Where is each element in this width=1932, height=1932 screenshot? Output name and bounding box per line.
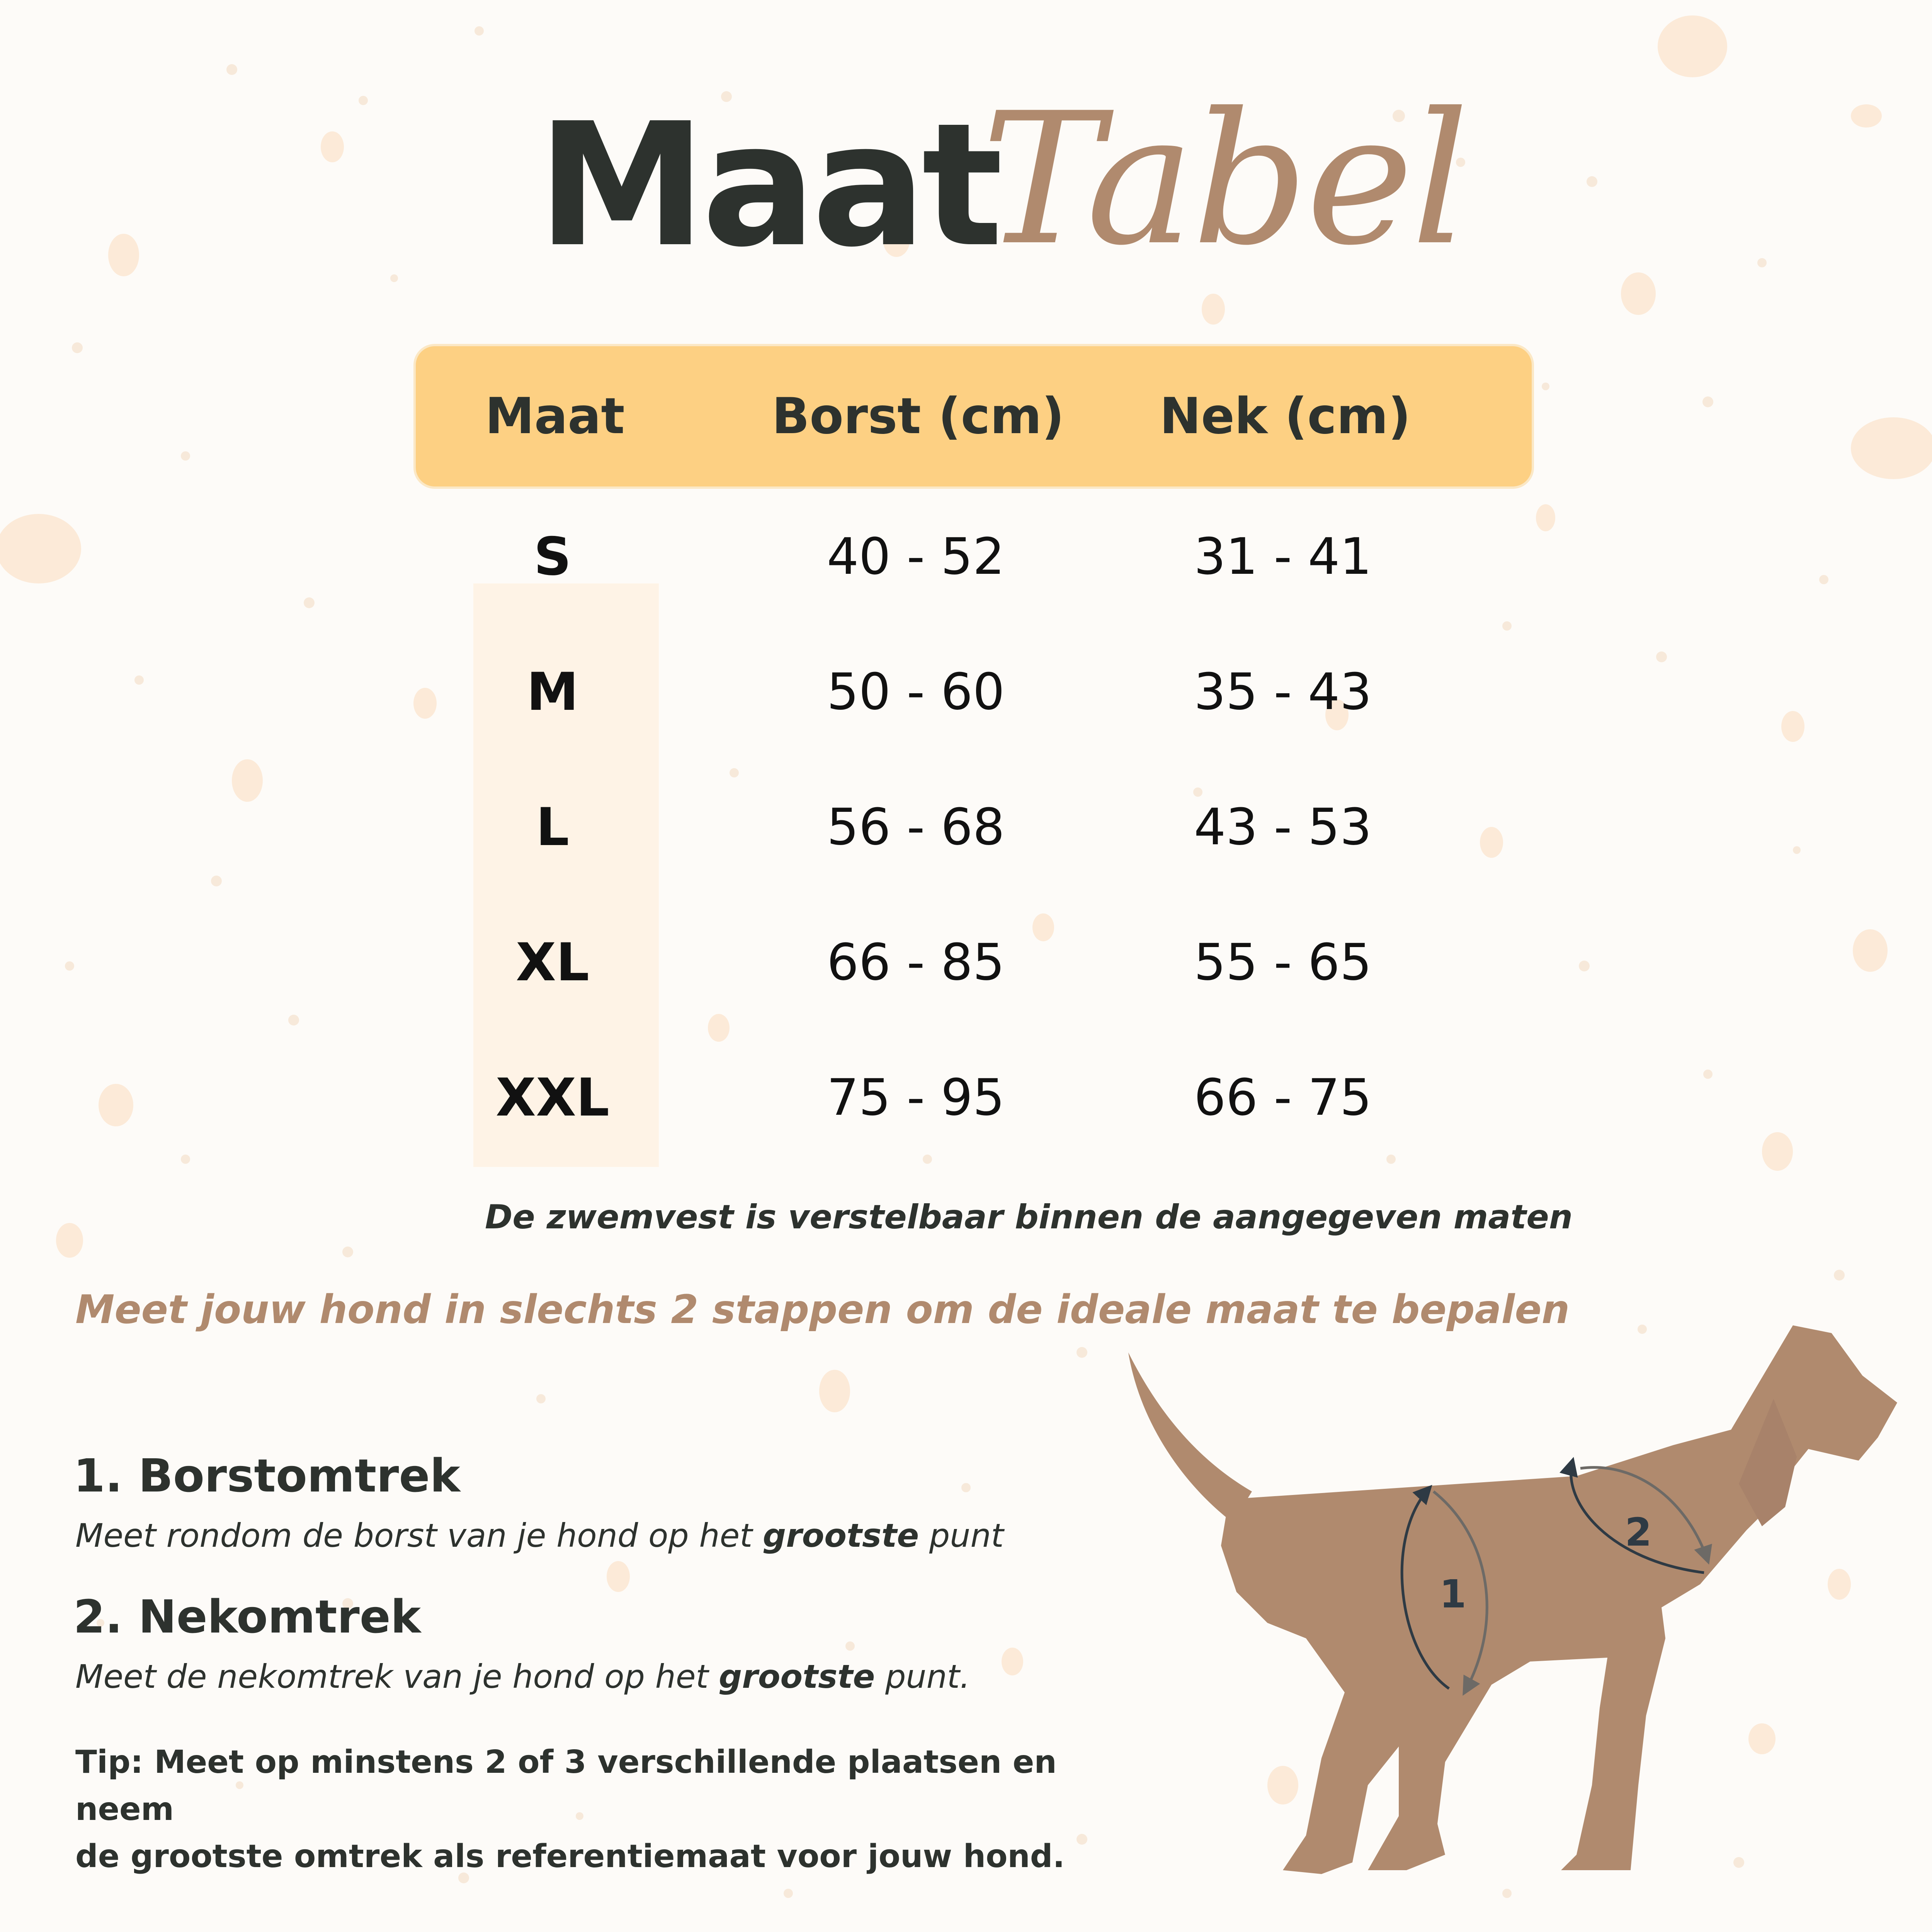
note-text: De zwemvest is verstelbaar binnen de aangegeven maten [485, 1198, 1573, 1236]
borst-cell: 75 - 95 [827, 1068, 1005, 1127]
nek-cell: 31 - 41 [1194, 527, 1372, 586]
label-2: 2 [1625, 1510, 1652, 1555]
header-borst: Borst (cm) [772, 388, 1065, 445]
step-2-description: Meet de nekomtrek van je hond op het grootste punt. [75, 1658, 970, 1696]
borst-cell: 56 - 68 [827, 798, 1005, 856]
borst-cell: 66 - 85 [827, 933, 1005, 992]
tip-line-1: Tip: Meet op minstens 2 of 3 verschillende plaatsen en neem [75, 1744, 1057, 1828]
borst-cell: 40 - 52 [827, 527, 1005, 586]
size-cell: L [536, 796, 570, 857]
step-1-description: Meet rondom de borst van je hond op het grootste punt [75, 1517, 1004, 1554]
size-cell: S [534, 526, 571, 587]
nek-cell: 66 - 75 [1194, 1068, 1372, 1127]
header-nek: Nek (cm) [1160, 388, 1411, 445]
size-cell: M [526, 661, 579, 722]
title-accent: Tabel [981, 74, 1467, 285]
table-row [413, 923, 1534, 1001]
page-title [0, 73, 1932, 285]
borst-cell: 50 - 60 [827, 662, 1005, 721]
tip-text [75, 1739, 1157, 1880]
step-2-title: 2. Nekomtrek [73, 1590, 421, 1643]
dog-silhouette-icon [1128, 1325, 1897, 1874]
step-1-title: 1. Borstomtrek [73, 1449, 460, 1502]
table-row [413, 1059, 1534, 1136]
nek-cell: 55 - 65 [1194, 933, 1372, 992]
nek-cell: 35 - 43 [1194, 662, 1372, 721]
table-row [413, 788, 1534, 866]
table-row [413, 518, 1534, 595]
measure-subtitle: Meet jouw hond in slechts 2 stappen om de ideale maat te bepalen [75, 1287, 1570, 1333]
size-cell: XXL [495, 1067, 610, 1128]
dog-measurement-diagram [1105, 1321, 1909, 1901]
header-maat: Maat [485, 388, 625, 445]
table-row [413, 653, 1534, 730]
table-header [413, 344, 1534, 489]
label-1: 1 [1439, 1571, 1466, 1617]
title-main: Maat [537, 87, 999, 284]
nek-cell: 43 - 53 [1194, 798, 1372, 856]
tip-line-2: de grootste omtrek als referentiemaat voor jouw hond. [75, 1838, 1065, 1875]
size-cell: XL [515, 932, 590, 993]
